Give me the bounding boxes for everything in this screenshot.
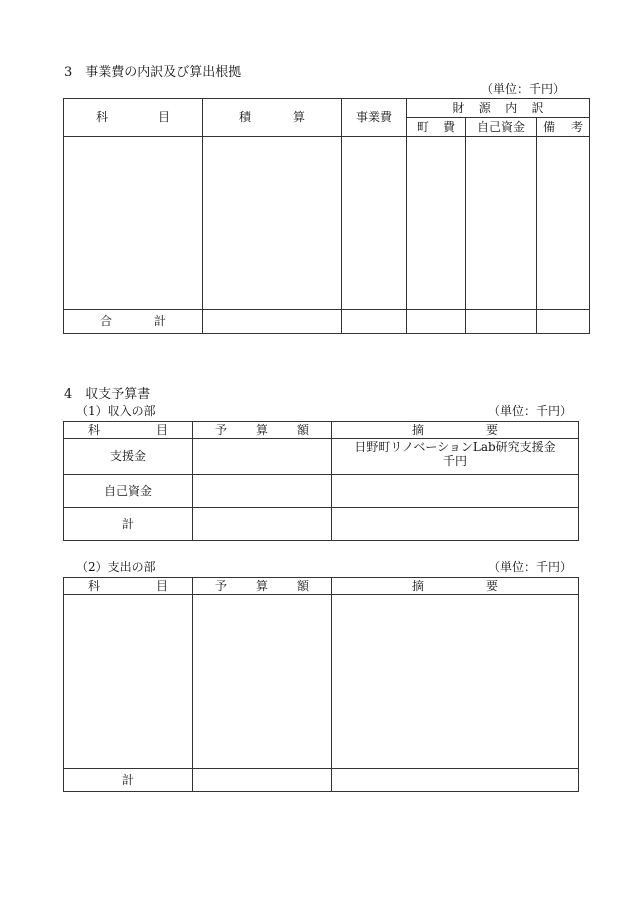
income-amount-shienkin xyxy=(193,439,332,475)
col-header-cho: 町 費 xyxy=(407,118,466,137)
cell-yosan xyxy=(193,595,332,769)
col-header-tekiyo: 摘 要 xyxy=(332,578,579,595)
col-header-jigyohi: 事業費 xyxy=(342,99,407,137)
col-header-yosan: 予 算 額 xyxy=(193,422,332,439)
table-row xyxy=(64,439,579,475)
cell-sekisan xyxy=(203,137,342,310)
section3-heading: 3 事業費の内訳及び算出根拠 xyxy=(64,65,242,80)
section4-heading: 4 収支予算書 xyxy=(64,387,151,402)
table-row xyxy=(64,137,590,310)
col-header-kamoku: 科 目 xyxy=(64,422,193,439)
expense-total-label: 計 xyxy=(64,769,193,792)
col-header-kamoku: 科 目 xyxy=(64,99,203,137)
section3-unit: （単位：千円） xyxy=(481,82,566,96)
income-item-shienkin: 支援金 xyxy=(64,439,193,475)
total-label: 合 計 xyxy=(64,310,203,334)
income-note-jiko xyxy=(332,475,579,508)
income-note-shienkin: 日野町リノベーションLab研究支援金 千円 xyxy=(332,439,579,475)
col-header-kamoku: 科 目 xyxy=(64,578,193,595)
expense-title: （2）支出の部 xyxy=(76,560,156,574)
cell-tekiyo xyxy=(332,595,579,769)
cell-jiko xyxy=(466,137,537,310)
total-row xyxy=(64,769,579,792)
income-table xyxy=(63,421,579,541)
col-header-zaigen: 財源内訳 xyxy=(407,99,590,118)
income-title: （1）収入の部 xyxy=(76,404,156,418)
cell-kamoku xyxy=(64,595,193,769)
table-row xyxy=(64,508,579,541)
income-unit: （単位：千円） xyxy=(488,404,573,418)
cell-kamoku xyxy=(64,137,203,310)
expense-table xyxy=(63,577,579,792)
col-header-sekisan: 積 算 xyxy=(203,99,342,137)
expense-unit: （単位：千円） xyxy=(488,560,573,574)
cell-biko xyxy=(537,137,590,310)
cell-jigyohi xyxy=(342,137,407,310)
budget-breakdown-table xyxy=(63,98,590,334)
income-item-jiko: 自己資金 xyxy=(64,475,193,508)
table-row xyxy=(64,595,579,769)
col-header-yosan: 予 算 額 xyxy=(193,578,332,595)
income-note-total xyxy=(332,508,579,541)
table-row xyxy=(64,475,579,508)
col-header-biko: 備 考 xyxy=(537,118,590,137)
total-row xyxy=(64,310,590,334)
income-item-total: 計 xyxy=(64,508,193,541)
income-amount-jiko xyxy=(193,475,332,508)
income-amount-total xyxy=(193,508,332,541)
col-header-tekiyo: 摘 要 xyxy=(332,422,579,439)
col-header-jiko: 自己資金 xyxy=(466,118,537,137)
cell-cho xyxy=(407,137,466,310)
